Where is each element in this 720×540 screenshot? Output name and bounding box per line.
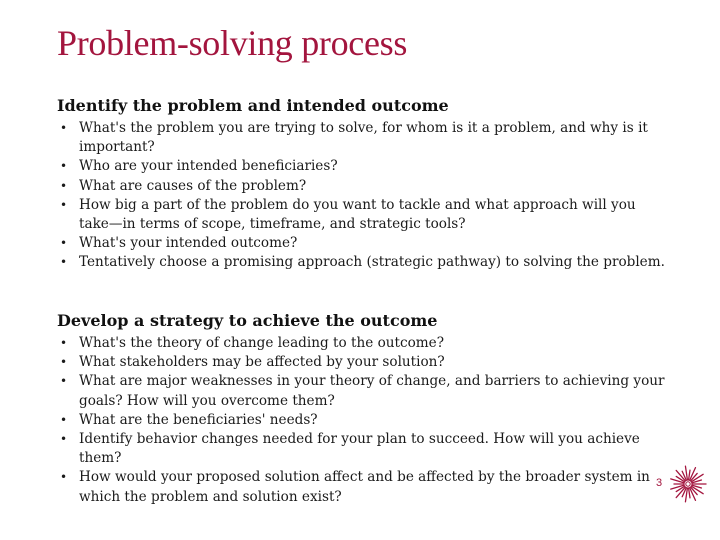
page-number: 3 — [656, 477, 663, 489]
bullet-marker: • — [60, 374, 68, 389]
section-heading: Identify the problem and intended outcome — [57, 96, 449, 115]
bullet-marker: • — [60, 470, 68, 485]
list-item — [57, 177, 667, 196]
list-item-text: What's the theory of change leading to the outcome? — [79, 335, 444, 351]
bullet-marker: • — [60, 236, 68, 251]
list-item-text: How would your proposed solution affect and be affected by the broader system in which the problem and solution exist? — [79, 469, 650, 505]
list-item-text: What's the problem you are trying to solve, for whom is it a problem, and why is it important? — [79, 120, 648, 156]
list-item — [57, 157, 667, 176]
list-item — [57, 468, 667, 506]
list-item — [57, 430, 667, 468]
list-item-text: Tentatively choose a promising approach (strategic pathway) to solving the problem. — [79, 254, 665, 271]
starburst-logo-icon — [668, 464, 708, 504]
bullet-marker: • — [60, 255, 68, 270]
bullet-list — [57, 119, 667, 273]
list-item-text: What stakeholders may be affected by your solution? — [79, 354, 445, 371]
list-item-text: Who are your intended beneficiaries? — [79, 158, 338, 175]
list-item-text: What are causes of the problem? — [79, 177, 307, 194]
list-item-text: How big a part of the problem do you want to tackle and what approach will you take—in terms of scope, timeframe, and strategic tools? — [79, 196, 636, 233]
list-item-text: What are the beneficiaries' needs? — [79, 411, 318, 428]
list-item — [57, 119, 667, 157]
bullet-marker: • — [60, 412, 68, 427]
list-item-text: What are major weaknesses in your theory of change, and barriers to achieving your goals? How will you overcome them? — [79, 373, 665, 409]
section-identify-problem — [57, 96, 667, 273]
list-item — [57, 353, 667, 372]
section-develop-strategy — [57, 311, 667, 507]
bullet-marker: • — [60, 336, 68, 350]
bullet-marker: • — [60, 355, 68, 370]
list-item-text: What's your intended outcome? — [79, 235, 298, 252]
list-item — [57, 196, 667, 234]
section-heading: Develop a strategy to achieve the outcome — [57, 311, 438, 330]
bullet-marker: • — [60, 197, 68, 212]
bullet-marker: • — [60, 178, 68, 193]
bullet-list — [57, 334, 667, 507]
list-item — [57, 411, 667, 430]
bullet-marker: • — [60, 159, 68, 174]
list-item — [57, 253, 667, 272]
bullet-marker: • — [60, 121, 68, 135]
list-item-text: Identify behavior changes needed for your plan to succeed. How will you achieve them? — [79, 431, 640, 467]
slide-title: Problem-solving process — [57, 23, 408, 63]
list-item — [57, 234, 667, 253]
list-item — [57, 334, 667, 353]
bullet-marker: • — [60, 432, 68, 447]
list-item — [57, 372, 667, 410]
